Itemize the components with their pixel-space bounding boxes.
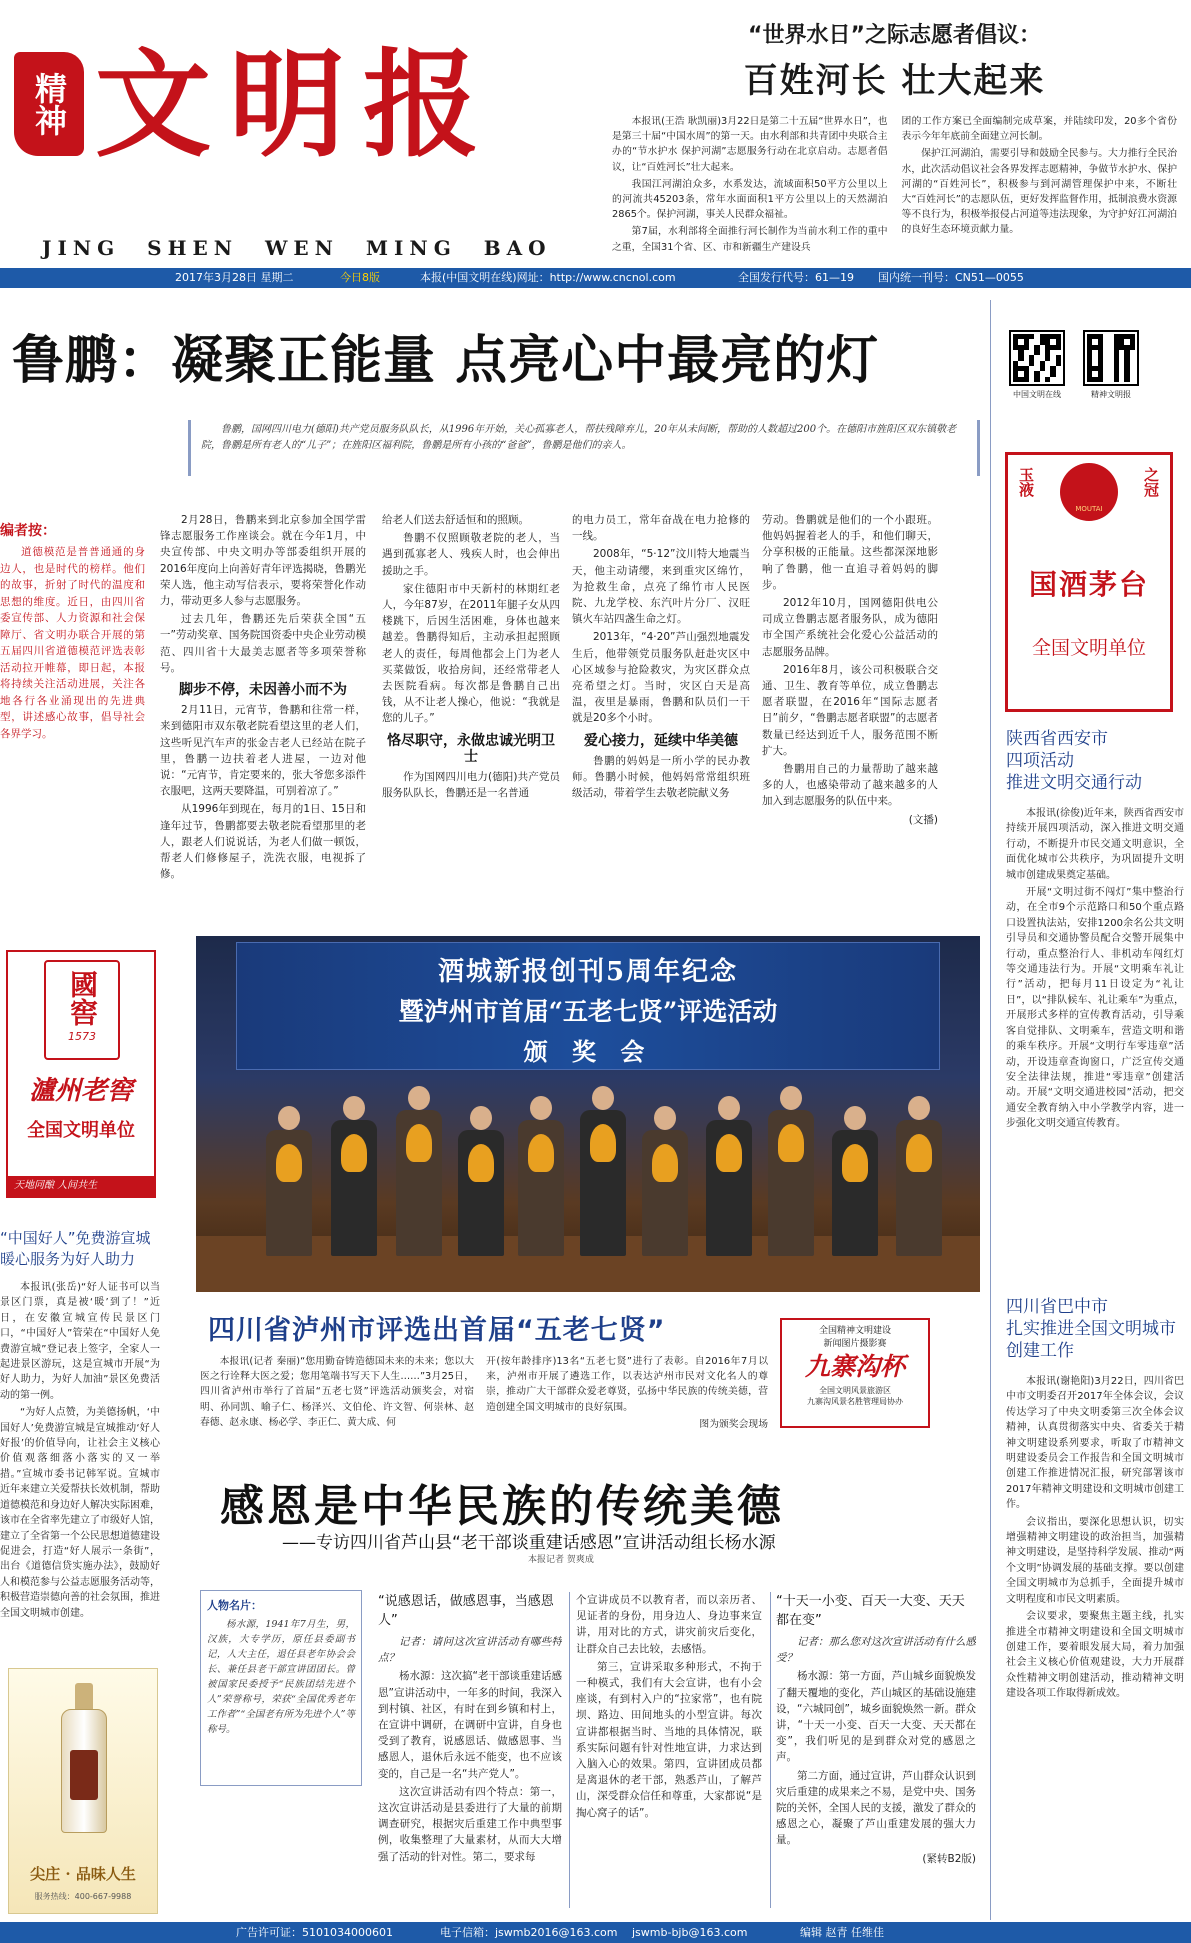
- sichuan-body: [1006, 1374, 1184, 1922]
- subheading: 脚步不停，未因善小而不为: [179, 682, 347, 699]
- luzhou-headline: 四川省泸州市评选出首届“五老七贤”: [208, 1315, 666, 1346]
- paragraph: 第三，宣讲采取多种形式，不拘于一种模式，我们有大会宣讲，也有小会座谈，有到村入户的“拉家常”，也有院坝、路边、田间地头的小型宣讲。每次宣讲都根据当时、当地的具体情况，联系实际问题有针对性地宣讲，力求达到入脑入心的效果。第四，宣讲团成员都是离退休的老干部，熟悉芦山，了解芦山，深受群众信任和尊重，大家都说“是掏心窝子的话”。: [576, 1660, 762, 1819]
- issue-date: 2017年3月28日 星期二: [175, 271, 294, 284]
- luzhou-col1: [200, 1354, 474, 1454]
- ad-line: 九寨沟风景名胜管理局协办: [807, 1397, 903, 1406]
- recipient-figure: [706, 1096, 752, 1256]
- profile-text: 杨水源，1941年7月生，男，汉族，大专学历，原任县委副书记，人大主任，退任县老年协会会长、兼任县老干部宣讲团团长。曾被国家民委授予“民族团结先进个人”荣誉称号，荣获“全国优秀老年工作者”“全国老有所为先进个人”等称号。: [207, 1619, 355, 1735]
- lead-abstract: 鲁鹏，国网四川电力(德阳)共产党员服务队队长，从1996年开始，关心孤寡老人，帮扶残障弃儿，20年从未间断，帮助的人数超过200个。在德阳市旌阳区双东镇敬老院，鲁鹏是所有老人的“儿子”；在旌阳区福利院，鲁鹏是所有小孩的“爸爸”，鲁鹏是他们的亲人。: [201, 424, 957, 451]
- paragraph: 记者：那么您对这次宣讲活动有什么感受？: [776, 1636, 976, 1665]
- subheading: “说感恩话，做感恩事，当感恩人”: [378, 1594, 554, 1628]
- paragraph: 本报讯(谢艳阳)3月22日，四川省巴中市文明委召开2017年全体会议，会议传达学习了中央文明委第三次全体会议精神，认真贯彻落实中央、省委关于精神文明建设系列要求，听取了市精神文明建设委员会工作报告和全国文明城市创建工作推进情况汇报，研究部署该市2017年精神文明建设和文明城市创建工作。: [1006, 1376, 1184, 1511]
- lead-col2: [382, 512, 560, 892]
- story-title: 四川省巴中市: [1006, 1297, 1108, 1317]
- masthead-pinyin: JING SHEN WEN MING BAO: [42, 236, 552, 260]
- moutai-ad: [1005, 452, 1173, 712]
- guojiao-band: 天地同酿 人间共生: [8, 1176, 154, 1196]
- gratitude-col2: [576, 1592, 762, 1908]
- qr-code-2: [1083, 330, 1139, 400]
- paragraph: 本报讯(徐俊)近年来，陕西省西安市持续开展四项活动，深入推进文明交通行动，不断提升市民交通文明意识，全面优化城市公共秩序，为巩固提升文明城市创建成果奠定基础。: [1006, 808, 1184, 881]
- paragraph: “为好人点赞，为美德扬帆，‘中国好人’免费游宣城是宣城推动‘好人好报’的价值导向，让社会主义核心价值观落细落小落实的又一举措。”宣城市委书记韩军说。宣城市近年来建立关爱帮扶长效机制，帮助道德模范和身边好人解决实际困难，该市在全省率先建立了市级好人馆，建立了全省第一个公民思想道德建设促进会，打造“好人展示一条街”，出台《道德信贷实施办法》，鼓励好人和模范参与公益志愿服务活动等，积极营造崇德向善的社会氛围，推进全国文明城市创建。: [0, 1407, 160, 1619]
- story-title: “中国好人”免费游宣城: [0, 1229, 151, 1247]
- subheading: 恪尽职守，永做忠诚光明卫士: [387, 732, 555, 765]
- ad-line: 全国文明风景旅游区: [819, 1386, 891, 1395]
- ceremony-photo: [196, 936, 980, 1292]
- ad-line: 新闻图片摄影赛: [823, 1339, 887, 1349]
- qr-codes: [1005, 330, 1180, 410]
- guojiao-ad: [6, 950, 156, 1198]
- paragraph: 本报讯(记者 秦丽)“您用勤奋铸造德国未来的未来；您以大医之行诠释大医之爱；您用笔端书写天下人生……”3月25日，四川省泸州市举行了首届“五老七贤”评选活动颁奖会，对宿明、孙同凯、喻子仁、杨泽兴、文伯伦、许文智、何崇林、赵春德、赵永康、杨必学、李正仁、黄大成、何: [200, 1356, 474, 1428]
- story-title: 推进文明交通行动: [1006, 773, 1142, 793]
- top-story-kicker: “世界水日”之际志愿者倡议：: [748, 23, 1041, 48]
- continued-note: (紧转B2版): [922, 1852, 976, 1865]
- top-story: [612, 14, 1177, 264]
- paragraph: 开(按年龄排序)13名“五老七贤”进行了表彰。自2016年7月以来，泸州市开展了遴选工作，以表达泸州市民对文化名人的尊崇，推动广大干部群众爱老尊贤，弘扬中华民族的传统美德，营造创建全国文明城市的良好氛围。: [486, 1356, 768, 1413]
- paragraph: 2013年，“4·20”芦山强烈地震发生后，他带领党员服务队赶赴灾区中心区域参与抢险救灾，为灾区群众点亮希望之灯。当时，灾区白天是高温，夜里是暴雨，鲁鹏和队员们一干就是20多个小时。: [572, 631, 750, 725]
- page-editor: 编辑 赵青 任维佳: [800, 1926, 884, 1939]
- recipient-figure: [458, 1106, 504, 1256]
- email-1: 电子信箱：jswmb2016@163.com: [440, 1926, 618, 1939]
- profile-label: 人物名片：: [207, 1599, 262, 1612]
- recipient-figure: [396, 1086, 442, 1256]
- ad-brand: 九寨沟杯: [804, 1352, 905, 1381]
- guojiao-brand: 瀘州老窖: [28, 1076, 133, 1106]
- banner-line: 颁 奖 会: [523, 1037, 653, 1066]
- profile-box: [200, 1590, 362, 1786]
- lead-col1: [160, 512, 366, 892]
- qr-module: [1056, 377, 1061, 382]
- paragraph: 个宣讲成员不以教育者，而以亲历者、见证者的身份，用身边人、身边事来宣讲，用对比的方式，讲灾前灾后变化，让群众自己去比较，去感悟。: [576, 1594, 762, 1655]
- recipient-figure: [832, 1106, 878, 1256]
- top-story-col1: [612, 114, 888, 257]
- paragraph: 第7届，水利部将全面推行河长制作为当前水利工作的重中之重，全国31个省、区、市和新疆生产建设兵: [612, 226, 888, 253]
- xian-story: [1006, 728, 1184, 1308]
- lead-col3: [572, 512, 750, 892]
- paragraph: 记者：请问这次宣讲活动有哪些特点？: [378, 1636, 562, 1665]
- bottle-hotline: 服务热线：400-667-9988: [34, 1892, 132, 1901]
- ad-line: 全国精神文明建设: [818, 1326, 891, 1336]
- luzhou-col2: [486, 1354, 768, 1454]
- subheading: 爱心接力，延续中华美德: [584, 732, 738, 749]
- recipient-figure: [896, 1096, 942, 1256]
- banner-line: 酒城新报创刊5周年纪念: [437, 957, 739, 987]
- banner-line: 暨泸州市首届“五老七贤”评选活动: [398, 997, 778, 1026]
- paragraph: 这次宣讲活动有四个特点：第一，这次宣讲活动是县委进行了大量的前期调查研究，根据灾后重建工作中典型事例，收集整理了大量素材，从而大大增强了活动的针对性。第二，要求每: [378, 1785, 562, 1863]
- story-title: 陕西省西安市: [1006, 729, 1108, 749]
- today-pages: 今日8版: [340, 271, 380, 284]
- bottle-ad: [8, 1668, 158, 1914]
- recipient-figure: [580, 1086, 626, 1256]
- issue-code: 全国发行代号：61—19: [738, 271, 854, 284]
- recipient-figure: [266, 1106, 312, 1256]
- paragraph: 杨水源：第一方面，芦山城乡面貌焕发了翻天覆地的变化，芦山城区的基础设施建设，“六城同创”，城乡面貌焕然一新。群众讲，“十天一小变、百天一大变、天天都在变”，我们听见的是到群众对党的感恩之声。: [776, 1670, 976, 1764]
- qr-caption: 精神文明报: [1091, 390, 1131, 399]
- recipient-figure: [642, 1106, 688, 1256]
- editor-note-label: 编者按：: [0, 523, 56, 539]
- paragraph: 我国江河湖泊众多，水系发达，流域面积50平方公里以上的河流共45203条，常年水面面积1平方公里以上的天然湖泊2865个。保护河湖，事关人民群众福祉。: [612, 178, 888, 221]
- gratitude-subheadline: ——专访四川省芦山县“老干部谈重建话感恩”宣讲活动组长杨水源: [282, 1533, 776, 1553]
- masthead-title: 文明报: [95, 37, 497, 173]
- lead-headline: 鲁鹏：凝聚正能量 点亮心中最亮的灯: [12, 331, 880, 391]
- ad-license: 广告许可证：5101034000601: [236, 1926, 393, 1939]
- sidebar-divider: [990, 300, 991, 1920]
- qr-module: [1130, 377, 1135, 382]
- gratitude-headline: 感恩是中华民族的传统美德: [220, 1481, 784, 1532]
- qr-caption: 中国文明在线: [1013, 390, 1061, 399]
- masthead-seal: [14, 52, 84, 156]
- guojiao-slogan: 全国文明单位: [27, 1120, 135, 1141]
- paragraph: 会议要求，要聚焦主题主线，扎实推进全市精神文明建设和全国文明城市创建工作，要着眼发展大局，着力加强社会主义核心价值观建设，大力开展群众性精神文明创建活动，推动精神文明建设各项工作取得新成效。: [1006, 1611, 1184, 1700]
- gratitude-byline: 本报记者 贺爽成: [528, 1555, 594, 1565]
- seal-text: 精神: [30, 72, 68, 136]
- left-story-body: [0, 1280, 160, 1672]
- date-bar: [0, 268, 1191, 288]
- qr-code-1: [1009, 330, 1065, 400]
- cn-code: 国内统一刊号：CN51—0055: [878, 271, 1024, 284]
- paragraph: 本报讯(张岳)“好人证书可以当景区门票，真是被‘暖’到了！”近日，在安徽宣城宣传民景区门口，“中国好人”管荣在“中国好人免费游宣城”登记表上签字，全家人一起进景区游玩，这是宣城市开展“为好人助力，为好人加油”景区免费活动的第一例。: [0, 1282, 160, 1401]
- story-title: 四项活动: [1006, 751, 1074, 771]
- paragraph: 给老人们送去舒适恒和的照顾。: [382, 514, 529, 526]
- paragraph: 2月28日，鲁鹏来到北京参加全国学雷锋志愿服务工作座谈会。就在今年1月，中央宣传部、中央文明办等部委组织开展的2016年度向上向善好青年评选揭晓，鲁鹏光荣人选，他主动写信表示，要将荣誉化作动力，带动更多人参与志愿服务。: [160, 514, 366, 608]
- editor-note: [0, 520, 145, 742]
- paragraph: 2008年，“5·12”汶川特大地震当天，他主动请缨，来到重灾区绵竹，为抢救生命，点亮了绵竹市人民医院、九龙学校、东汽叶片分厂、汉旺镇火车站四盏生命之灯。: [572, 548, 750, 626]
- paragraph: 家住德阳市中天新村的林期红老人，今年87岁，在2011年腿子女从四楼跳下，后因生活困难，身体也越来越差。鲁鹏得知后，主动承担起照顾老人的责任，每周他都会上门为老人买菜做饭，收拾房间，还经常带老人去医院看病。每次都是鲁鹏自己出钱，从不让老人操心，他说：“我就是您的儿子。”: [382, 582, 560, 725]
- story-title: 创建工作: [1006, 1341, 1074, 1361]
- left-story: [0, 1228, 160, 1672]
- top-story-headline: 百姓河长 壮大起来: [743, 61, 1046, 101]
- recipient-figure: [518, 1096, 564, 1256]
- paragraph: 团的工作方案已全面编制完成草案，并陆续印发，20多个省份表示今年年底前全面建立河长制。: [901, 116, 1177, 143]
- ad-slogan: 全国文明单位: [1031, 637, 1146, 659]
- paragraph: 杨水源：这次搞“老干部谈重建话感恩”宣讲活动中，一年多的时间，我深入到村镇、社区，有时在到乡镇和村上，在宣讲中调研，在调研中宣讲，自身也受到了教育，说感恩话、做感恩事、当感恩人，退休后永远不能变，也不应该变的，自己是一名“共产党人”。: [378, 1670, 562, 1780]
- column-divider: [569, 1592, 570, 1908]
- guojiao-year: 1573: [68, 1030, 96, 1043]
- moutai-logo-icon: [1060, 463, 1118, 521]
- guojiao-name: 國窖: [66, 970, 99, 1026]
- masthead: [0, 0, 600, 270]
- byline: (文播): [908, 813, 938, 826]
- ad-left-text: 玉液: [1017, 467, 1035, 497]
- top-story-body: [612, 114, 1177, 257]
- paragraph: 的电力员工，常年奋战在电力抢修的一线。: [572, 514, 750, 543]
- website: 本报(中国文明在线)网址：http://www.cncnol.com: [420, 271, 676, 284]
- paragraph: 开展“文明过街不闯灯”集中整治行动，在全市9个示范路口和50个重点路口设置执法站，安排1200余名公共文明引导员和交通协警员配合交警开展集中行动，重点整治行人、非机动车闯红灯等交通违法行为。开展“文明乘车礼让行”活动，把每月11日设定为“礼让日”，以“排队候车、礼让乘车”为重点，开展形式多样的宣传教育活动，引导乘客自觉排队、文明乘车，营造文明和谐的乘车秩序。开展“文明行车零违章”活动，开设违章查询窗口，广泛宣传交通安全法律法规，推进“零违章”创建活动。开展“文明交通进校园”活动，把交通安全教育纳入中小学教学内容，进一步强化文明交通宣传教育。: [1006, 887, 1184, 1130]
- lead-col4: [762, 512, 938, 892]
- qr-icon: [1009, 330, 1065, 386]
- recipient-figure: [331, 1096, 377, 1256]
- paragraph: 2012年10月，国网德阳供电公司成立鲁鹏志愿者服务队，成为德阳市全国产系统社会化爱心公益活动的志愿服务品牌。: [762, 597, 938, 658]
- paragraph: 第二方面，通过宣讲，芦山群众认识到灾后重建的成果来之不易，是党中央、国务院的关怀，全国人民的支援，激发了群众的感恩之心，凝聚了芦山重建发展的强大力量。: [776, 1769, 976, 1847]
- qr-icon: [1083, 330, 1139, 386]
- jiuzhaigou-ad: [780, 1318, 930, 1428]
- photo-banner: [236, 942, 940, 1070]
- paragraph: 本报讯(王浩 耿凯丽)3月22日是第二十五届“世界水日”，也是第三十届“中国水周”的第一天。由水利部和共青团中央联合主办的“节水护水 保护河湖”志愿服务行动在北京启动。志愿者倡议，让“百姓河长”壮大起来。: [612, 116, 888, 173]
- paragraph: 作为国网四川电力(德阳)共产党员服务队队长，鲁鹏还是一名普通: [382, 771, 560, 800]
- footer-bar: [0, 1922, 1191, 1943]
- paragraph: 过去几年，鲁鹏还先后荣获全国“五一”劳动奖章、国务院国资委中央企业劳动模范、四川省十大最美志愿者等多项荣誉称号。: [160, 613, 366, 674]
- subheading: “十天一小变、百天一大变、天天都在变”: [776, 1594, 965, 1628]
- bottle-icon: [61, 1683, 107, 1833]
- bottle-slogan: 尖庄 · 品味人生: [30, 1865, 136, 1883]
- paragraph: 2016年8月，该公司积极联合交通、卫生、教育等单位，成立鲁鹏志愿者联盟，在2016年“国际志愿者日”前夕，“鲁鹏志愿者联盟”的志愿者数量已经达到近千人，服务范围不断扩大。: [762, 663, 938, 757]
- paragraph: 保护江河湖泊，需要引导和鼓励全民参与。大力推行全民治水，此次活动倡议社会各界发挥志愿精神，争做节水护水、保护河湖的“百姓河长”，积极参与到河湖管理保护中来，不断壮大“百姓河长”的志愿队伍，更好发挥监督作用，抵制浪费水资源等不良行为，积极举报侵占河道等违法现象，为守护好江河湖泊的良好生态环境贡献力量。: [901, 148, 1177, 236]
- paragraph: 会议指出，要深化思想认识，切实增强精神文明建设的政治担当，加强精神文明建设，是坚持科学发展、推动“两个文明”协调发展的基础支撑。要以创建全国文明城市为总抓手，全面提升城市文明程度和市民文明素质。: [1006, 1516, 1184, 1605]
- guojiao-seal: [44, 960, 120, 1060]
- ad-right-text: 之冠: [1142, 467, 1160, 497]
- paragraph: 2月11日，元宵节，鲁鹏和往常一样，来到德阳市双东敬老院看望这里的老人们，这些听见汽车声的张金吉老人已经站在院子里，鲁鹏一边扶着老人进屋，一边对他说：“元宵节，肯定要来的，张大爷您多添件衣服吧，这两天要降温，可别着凉了。”: [160, 704, 366, 798]
- logo-text: MOUTAI: [1075, 505, 1103, 513]
- xian-body: [1006, 806, 1184, 1308]
- column-divider: [770, 1592, 771, 1908]
- paragraph: 鲁鹏不仅照顾敬老院的老人，当遇到孤寡老人、残疾人时，也会伸出援助之手。: [382, 532, 560, 577]
- paragraph: 劳动。鲁鹏就是他们的一个小跟班。他妈妈握着老人的手，和他们聊天，分享积极的正能量。这些都深深地影响了鲁鹏，他一直追寻着妈妈的脚步。: [762, 514, 938, 591]
- story-title: 暖心服务为好人助力: [0, 1250, 136, 1268]
- sichuan-story: [1006, 1296, 1184, 1922]
- photo-credit: 图为颁奖会现场: [699, 1418, 768, 1430]
- ad-brand: 国酒茅台: [1028, 568, 1149, 601]
- lead-abstract-box: [188, 420, 980, 476]
- recipient-figure: [768, 1086, 814, 1256]
- story-title: 扎实推进全国文明城市: [1006, 1319, 1176, 1339]
- gratitude-col1: [378, 1592, 562, 1908]
- paragraph: 鲁鹏用自己的力量帮助了越来越多的人，也感染带动了越来越多的人加入到志愿服务的队伍中来。: [762, 763, 938, 808]
- email-2: jswmb-bjb@163.com: [632, 1926, 748, 1939]
- gratitude-col3: [776, 1592, 976, 1908]
- top-story-col2: [902, 114, 1178, 257]
- paragraph: 鲁鹏的妈妈是一所小学的民办教师。鲁鹏小时候，他妈妈常常组织班级活动，带着学生去敬老院献义务: [572, 754, 750, 800]
- editor-note-text: 道德模范是普普通通的身边人，也是时代的榜样。他们的故事，折射了时代的温度和思想的维度。近日，由四川省委宣传部、人力资源和社会保障厅、省文明办联合开展的第五届四川省道德模范评选表彰活动拉开帷幕，即日起，本报将持续关注活动进展，关注各地各行各业涌现出的先进典型，讲述感心故事，倡导社会各界学习。: [0, 546, 145, 740]
- paragraph: 从1996年到现在，每月的1日、15日和逢年过节，鲁鹏都要去敬老院看望那里的老人，跟老人们说说话，为老人们做一顿饭，帮老人们修修屋子，洗洗衣服，电视拆了修。: [160, 803, 366, 881]
